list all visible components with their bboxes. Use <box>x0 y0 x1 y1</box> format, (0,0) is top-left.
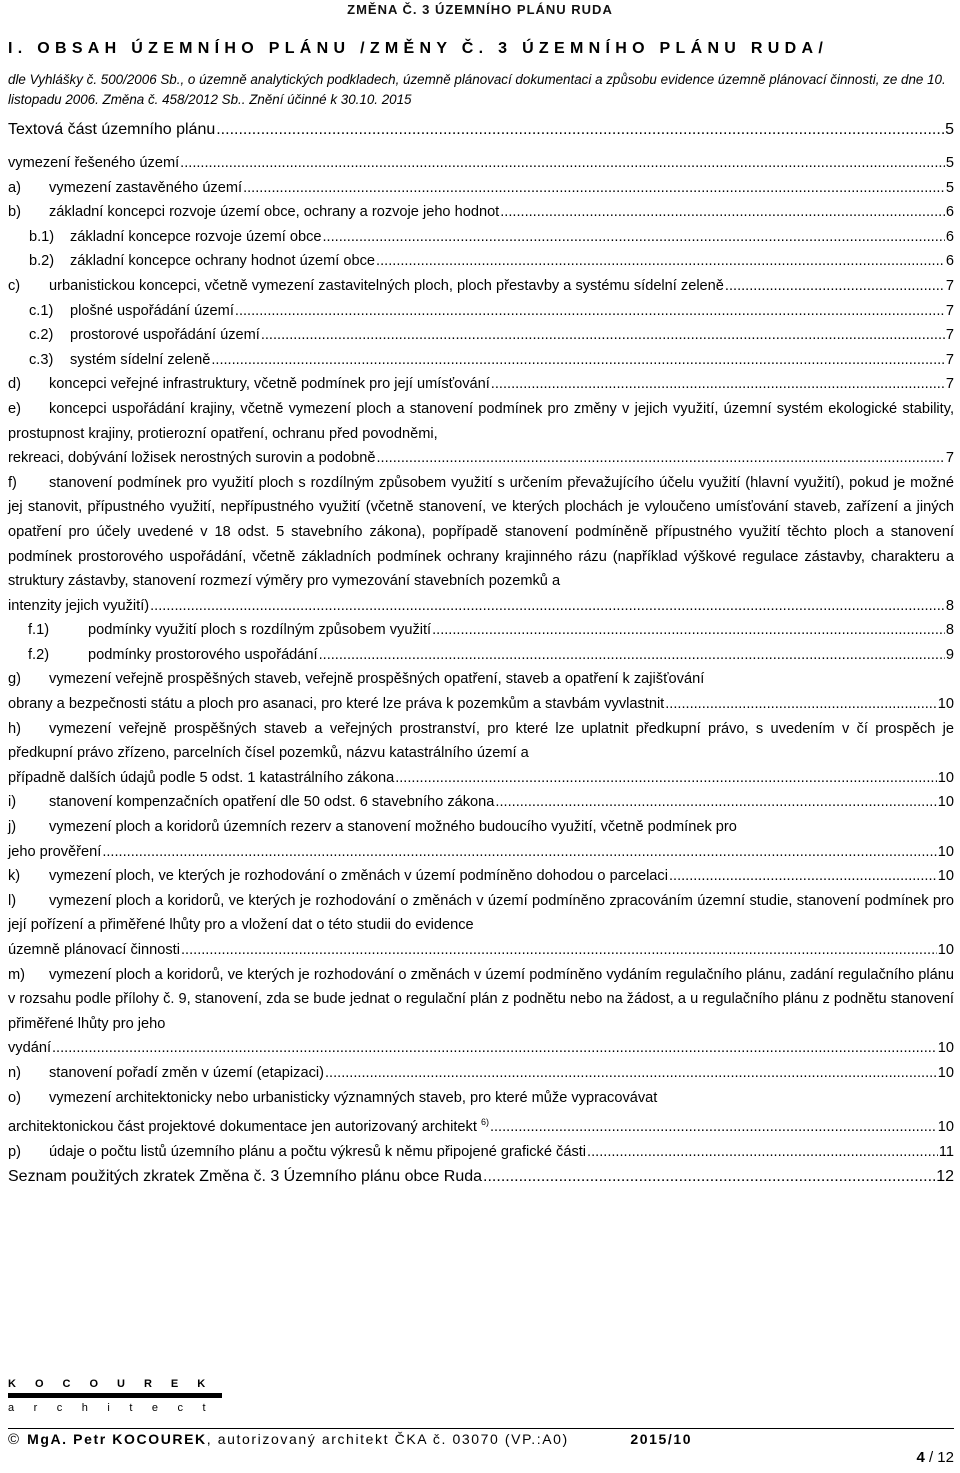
total-pages: / 12 <box>928 1449 954 1466</box>
toc-entry-textova[interactable]: Textová část územního plánu ..... 5 <box>8 117 954 143</box>
toc-entry-f1[interactable]: f.1) podmínky využití ploch s rozdílným způsobem využití ..... 8 <box>8 618 954 643</box>
toc-entry-j[interactable]: j) vymezení ploch a koridorů územních rezerv a stanovení možného budoucího využití, včetně podmínek pro jeho prověření ..... 10 <box>8 815 954 864</box>
logo-wordmark: KOCOUREK <box>8 1378 225 1390</box>
toc-entry-b1[interactable]: b.1) základní koncepce rozvoje území obce ..... 6 <box>8 225 954 250</box>
page-number <box>916 1449 954 1466</box>
toc-entry-h[interactable]: h) vymezení veřejně prospěšných staveb a veřejných prostranství, pro které lze uplatnit předkupní právo, s uvedením v čí prospěch je předkupní právo zřízeno, parcelních čísel pozemků, názvu katastrálního území a případně dalších údajů podle 5 odst. 1 katastrálního zákona ..... 10 <box>8 717 954 791</box>
running-header: ZMĚNA Č. 3 ÚZEMNÍHO PLÁNU RUDA <box>347 2 613 17</box>
toc-entry-c3[interactable]: c.3) systém sídelní zeleně ..... 7 <box>8 348 954 373</box>
current-page: 4 <box>916 1449 925 1466</box>
footer-author <box>8 1431 768 1448</box>
footer-date: 2015/10 <box>630 1431 693 1447</box>
toc-entry-k[interactable]: k) vymezení ploch, ve kterých je rozhodování o změnách v území podmíněno dohodou o parcelaci ..... 10 <box>8 864 954 889</box>
toc-entry-f2[interactable]: f.2) podmínky prostorového uspořádání ..... 9 <box>8 643 954 668</box>
toc-entry-c[interactable]: c) urbanistickou koncepci, včetně vymezení zastavitelných ploch, ploch přestavby a systému sídelní zeleně ..... 7 <box>8 274 954 299</box>
toc-entry-m[interactable]: m) vymezení ploch a koridorů, ve kterých je rozhodování o změnách v území podmíněno vydáním regulačního plánu, zadání regulačního plánu v rozsahu podle přílohy č. 9, stanovení, zda se bude jednat o regulační plán z podnětu nebo na žádost, a u regulačního plánu z podnětu stanovení přiměřené lhůty pro jeho vydání ..... 10 <box>8 963 954 1061</box>
toc-entry-c1[interactable]: c.1) plošné uspořádání území ..... 7 <box>8 299 954 324</box>
toc-entry-n[interactable]: n) stanovení pořadí změn v území (etapizaci) ..... 10 <box>8 1061 954 1086</box>
author-name: MgA. Petr KOCOUREK <box>27 1431 207 1447</box>
toc-entry-d[interactable]: d) koncepci veřejné infrastruktury, včetně podmínek pro její umísťování ..... 7 <box>8 372 954 397</box>
toc-entry-a[interactable]: a) vymezení zastavěného území ..... 5 <box>8 176 954 201</box>
toc-entry-f[interactable]: f) stanovení podmínek pro využití ploch s rozdílným způsobem využití s určením převažujícího účelu využití (hlavní využití), pokud je možné jej stanovit, přípustného využití, nepřípustného využití (včetně stanovení, ve kterých plochách je vyloučeno umísťování staveb, zařízení a jiných opatření pro účely uvedené v 18 odst. 5 stavebního zákona), popřípadě stanovení podmíněně přípustného využití těchto ploch a stanovení podmínek prostorového uspořádání, včetně základních podmínek ochrany krajinného rázu (například výškové regulace zástavby, charakteru a struktury zástavby, stanovení rozmezí výměry pro vymezování stavebních pozemků a intenzity jejich využití) ..... 8 <box>8 471 954 619</box>
kocourek-logo <box>8 1378 226 1414</box>
logo-bar <box>8 1393 222 1398</box>
copyright-icon: © <box>8 1431 20 1448</box>
logo-tagline: architect <box>8 1402 226 1414</box>
toc-entry-l[interactable]: l) vymezení ploch a koridorů, ve kterých je rozhodování o změnách v území podmíněno zpracováním územní studie, stanovení podmínek pro její pořízení a přiměřené lhůty pro a vložení dat o této studii do evidence územně plánovací činnosti ..... 10 <box>8 889 954 963</box>
toc-entry-c2[interactable]: c.2) prostorové uspořádání území ..... 7 <box>8 323 954 348</box>
toc-entry-o[interactable]: o) vymezení architektonicky nebo urbanisticky významných staveb, pro které může vypracovávat architektonickou část projektové dokumentace jen autorizovaný architekt $^{6)}$ ..... 10 <box>8 1086 954 1140</box>
toc-entry-seznam[interactable]: Seznam použitých zkratek Změna č. 3 Územního plánu obce Ruda ..... 12 <box>8 1164 954 1190</box>
toc-entry-i[interactable]: i) stanovení kompenzačních opatření dle 50 odst. 6 stavebního zákona ..... 10 <box>8 790 954 815</box>
toc-entry-b2[interactable]: b.2) základní koncepce ochrany hodnot území obce ..... 6 <box>8 249 954 274</box>
footer-divider <box>8 1428 954 1429</box>
toc-entry-b[interactable]: b) základní koncepci rozvoje území obce, ochrany a rozvoje jeho hodnot ..... 6 <box>8 200 954 225</box>
toc-entry-p[interactable]: p) údaje o počtu listů územního plánu a počtu výkresů k němu připojené grafické části ..... 11 <box>8 1140 954 1165</box>
toc-entry-vymezeni[interactable]: vymezení řešeného území ..... 5 <box>8 151 954 176</box>
toc-entry-e[interactable]: e) koncepci uspořádání krajiny, včetně vymezení ploch a stanovení podmínek pro změny v jejich využití, územní systém ekologické stability, prostupnost krajiny, protierozní opatření, ochranu před povodněmi, rekreaci, dobývání ložisek nerostných surovin a podobně ..... 7 <box>8 397 954 471</box>
toc-entry-g[interactable]: g) vymezení veřejně prospěšných staveb, veřejně prospěšných opatření, staveb a opatření k zajišťování obrany a bezpečnosti státu a ploch pro asanaci, pro které lze práva k pozemkům a stavbám vyvlastnit ..... 10 <box>8 667 954 716</box>
section-heading: I. OBSAH ÚZEMNÍHO PLÁNU /ZMĚNY Č. 3 ÚZEMNÍHO PLÁNU RUDA/ <box>8 40 829 57</box>
author-title: , autorizovaný architekt ČKA č. 03070 (VP.:A0) <box>206 1431 569 1447</box>
legal-reference: dle Vyhlášky č. 500/2006 Sb., o územně analytických podkladech, územně plánovací dokumentaci a způsobu evidence územně plánovací činnosti, ze dne 10. listopadu 2006. Změna č. 458/2012 Sb.. Znění účinné k 30.10. 2015 <box>8 72 946 107</box>
table-of-contents <box>8 117 954 1190</box>
